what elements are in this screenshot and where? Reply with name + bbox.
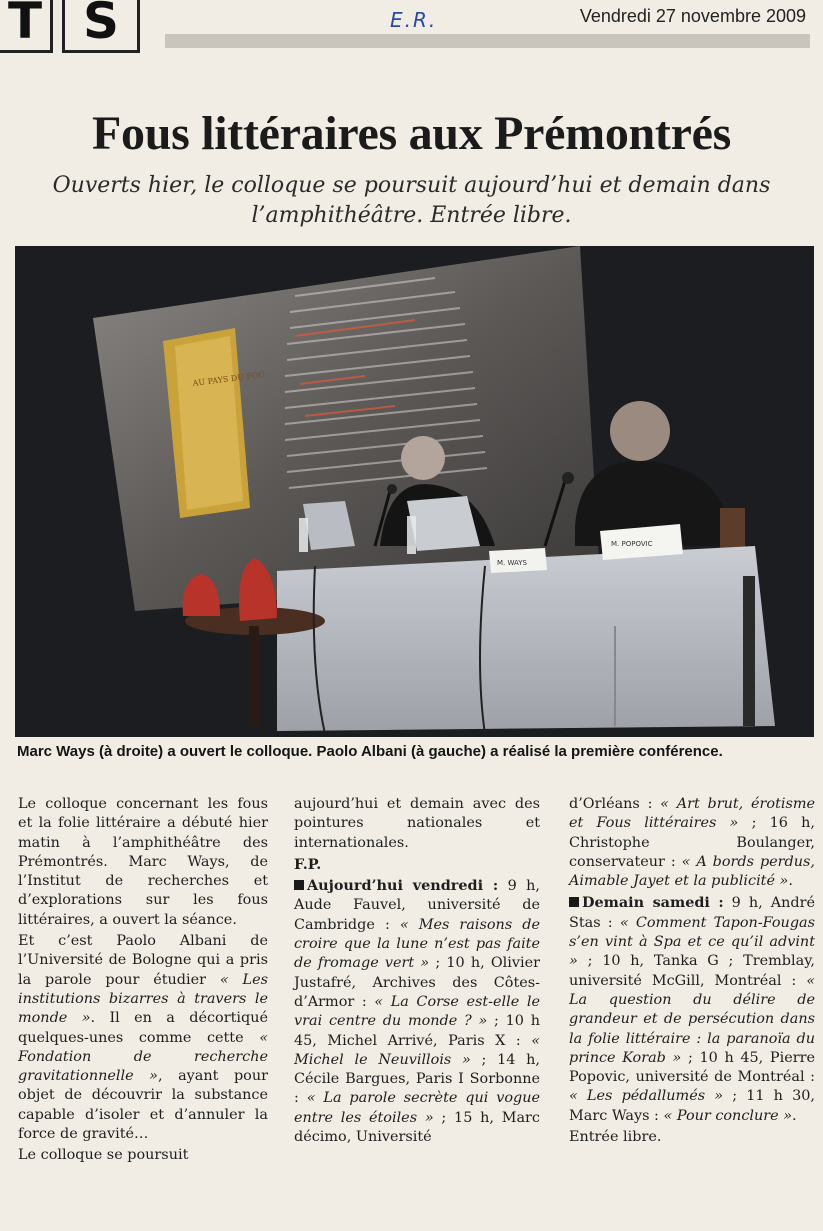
closing-note: Entrée libre. (569, 1129, 662, 1146)
friday-program-continued: d’Orléans : « Art brut, érotisme et Fous littéraires » ; 16 h, Christophe Boulanger, conservateur : « A bords perdus, Aimable Jayet et la publicité ». (569, 796, 815, 890)
author-signature: F.P. (294, 855, 322, 873)
conference-scene (15, 246, 814, 737)
article-column-2 (294, 795, 540, 1149)
article-subheadline: Ouverts hier, le colloque se poursuit aujourd’hui et demain dans l’amphithéâtre. Entrée libre. (52, 173, 771, 228)
book-cover-title: AU PAYS DU FOU (192, 370, 266, 388)
conference-table (277, 546, 775, 731)
name-card-popovic-label: M. POPOVIC (611, 540, 653, 548)
article-headline: Fous littéraires aux Prémontrés (92, 107, 731, 160)
masthead-letter-left: T (0, 0, 53, 53)
col1-paragraph-1: Le colloque concernant les fous et la folie littéraire a débuté hier matin à l’amphithéâtre des Prémontrés. Marc Ways, de l’Institut de recherches et d’explorations sur les fous littéraires, a ouvert la séance. (18, 796, 268, 928)
speaker-left-head (401, 436, 445, 480)
bullet-square-icon (294, 880, 304, 890)
conference-photo (15, 246, 814, 737)
saturday-program: Demain samedi : 9 h, André Stas : « Comment Tapon-Fougas s’en vint à Spa et ce qu’il advint » ; 10 h, Tanka G ; Tremblay, université McGill, Montréal : « La question du délire de grandeur et de persécution dans la folie littéraire : la paranoïa du prince Korab » ; 10 h 45, Pierre Popovic, université de Montréal : « Les pédallumés » ; 11 h 30, Marc Ways : « Pour conclure ». (569, 894, 815, 1124)
col1-paragraph-3: Le colloque se poursuit (18, 1147, 189, 1164)
friday-program: Aujourd’hui vendredi : 9 h, Aude Fauvel, université de Cambridge : « Mes raisons de croire que la lune n’est pas faite de fromage vert » ; 10 h, Olivier Justafré, Archives des Côtes-d’Armor : « La Corse est-elle le vrai centre du monde ? » ; 10 h 45, Michel Arrivé, Paris X : « Michel le Neuvillois » ; 14 h, Cécile Bargues, Paris I Sorbonne : « La parole secrète qui vogue entre les étoiles » ; 15 h, Marc décimo, Université (294, 877, 541, 1146)
photo-caption: Marc Ways (à droite) a ouvert le colloque. Paolo Albani (à gauche) a réalisé la première conférence. (17, 743, 723, 760)
article-column-3 (569, 795, 815, 1149)
col2-paragraph-1: aujourd’hui et demain avec des pointures nationales et internationales. (294, 796, 540, 851)
issue-date: Vendredi 27 novembre 2009 (579, 6, 806, 26)
article-column-1 (18, 795, 268, 1168)
masthead-letter-right: S (62, 0, 140, 53)
masthead-rule (165, 34, 810, 48)
laptop-right (407, 496, 480, 551)
bullet-square-icon (569, 897, 579, 907)
name-card-ways-label: M. WAYS (497, 559, 527, 567)
speaker-right-head (610, 401, 670, 461)
publication-handwritten-mark: E.R. (390, 8, 438, 32)
col1-paragraph-2: Et c’est Paolo Albani de l’Université de Bologne qui a pris la parole pour étudier « Les institutions bizarres à travers le monde ». Il en a décortiqué quelques-unes comme cette « Fondation de recherche gravitationnelle », ayant pour objet de découvrir la substance capable d’isoler et d’annuler la force de gravité… (18, 933, 268, 1143)
